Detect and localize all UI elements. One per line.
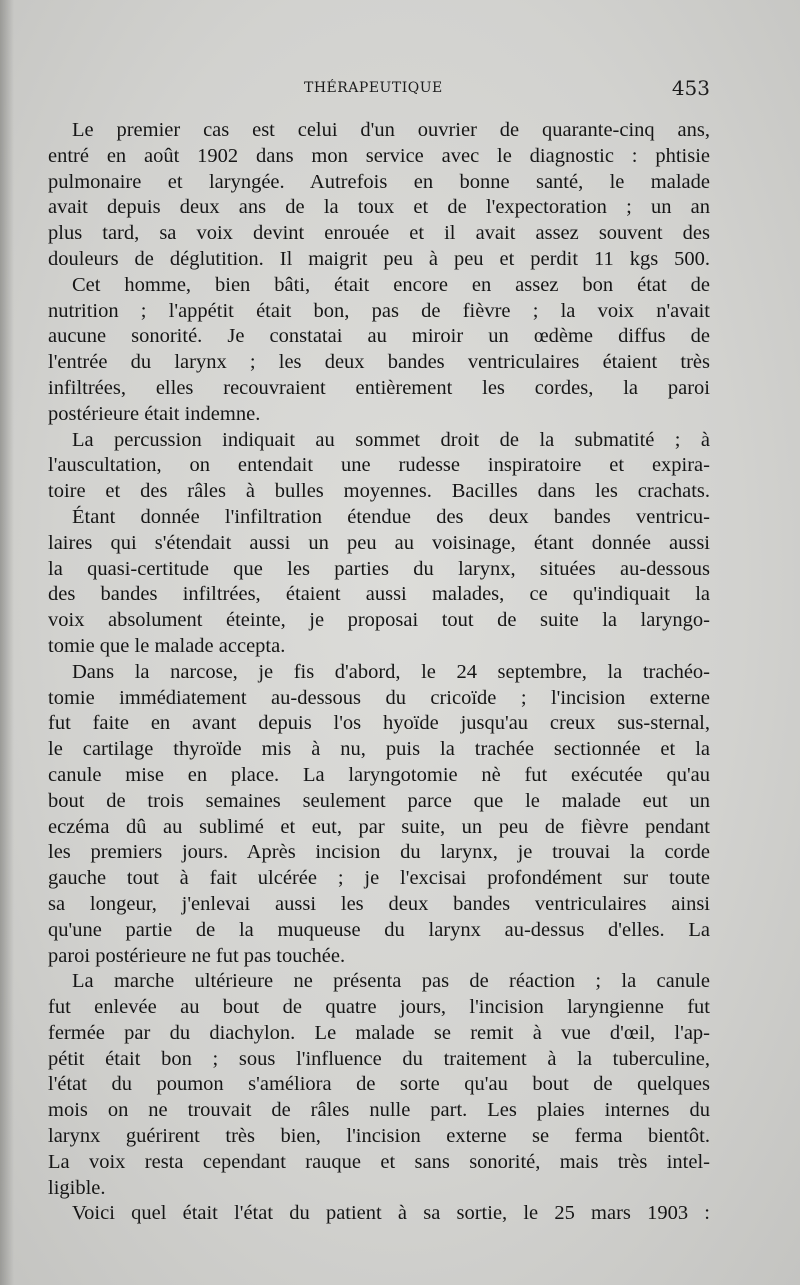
text-line: le cartilage thyroïde mis à nu, puis la trachée sectionnée et la <box>48 738 710 761</box>
text-line: voix absolument éteinte, je proposai tout de suite la laryngo- <box>48 609 710 632</box>
text-line: ligible. <box>48 1176 106 1199</box>
text-line: pétit était bon ; sous l'influence du traitement à la tuberculine, <box>48 1047 710 1070</box>
text-line: fut faite en avant depuis l'os hyoïde jusqu'au creux sus-sternal, <box>48 712 710 735</box>
text-line: douleurs de déglutition. Il maigrit peu à peu et perdit 11 kgs 500. <box>48 247 710 270</box>
text-line: l'état du poumon s'améliora de sorte qu'au bout de quelques <box>48 1073 710 1096</box>
text-line: tomie immédiatement au-dessous du cricoïde ; l'incision externe <box>48 686 710 709</box>
page-number: 453 <box>671 76 710 100</box>
text-line: plus tard, sa voix devint enrouée et il avait assez souvent des <box>48 222 710 245</box>
text-line: postérieure était indemne. <box>48 402 261 425</box>
running-head: THÉRAPEUTIQUE <box>304 80 443 96</box>
text-line: larynx guérirent très bien, l'incision externe se ferma bientôt. <box>48 1125 710 1148</box>
text-line: l'auscultation, on entendait une rudesse inspiratoire et expira- <box>48 454 710 477</box>
text-line: Le premier cas est celui d'un ouvrier de quarante-cinq ans, <box>72 119 710 141</box>
text-line: Cet homme, bien bâti, était encore en assez bon état de <box>72 273 710 296</box>
text-line: fut enlevée au bout de quatre jours, l'incision laryngienne fut <box>48 996 710 1019</box>
body-text <box>48 118 710 1227</box>
text-line: aucune sonorité. Je constatai au miroir un œdème diffus de <box>48 325 710 348</box>
text-line: tomie que le malade accepta. <box>48 634 286 657</box>
text-line: La percussion indiquait au sommet droit de la submatité ; à <box>72 428 710 451</box>
text-line: des bandes infiltrées, étaient aussi malades, ce qu'indiquait la <box>48 583 710 606</box>
text-line: qu'une partie de la muqueuse du larynx au-dessus d'elles. La <box>48 918 710 941</box>
text-line: gauche tout à fait ulcérée ; je l'excisai profondément sur toute <box>48 867 710 890</box>
text-line: sa longeur, j'enlevai aussi les deux bandes ventriculaires ainsi <box>48 892 710 915</box>
page-header <box>48 76 710 104</box>
text-line: La voix resta cependant rauque et sans sonorité, mais très intel- <box>48 1150 710 1173</box>
text-line: la quasi-certitude que les parties du larynx, situées au-dessous <box>48 557 710 580</box>
text-line: pulmonaire et laryngée. Autrefois en bonne santé, le malade <box>48 170 710 193</box>
text-line: paroi postérieure ne fut pas touchée. <box>48 944 346 967</box>
text-line: les premiers jours. Après incision du larynx, je trouvai la corde <box>48 841 710 864</box>
text-line: Voici quel était l'état du patient à sa sortie, le 25 mars 1903 : <box>72 1202 710 1225</box>
text-line: entré en août 1902 dans mon service avec le diagnostic : phtisie <box>48 144 710 167</box>
text-line: Étant donnée l'infiltration étendue des deux bandes ventricu- <box>72 505 710 528</box>
text-line: infiltrées, elles recouvraient entièrement les cordes, la paroi <box>48 376 710 399</box>
text-line: canule mise en place. La laryngotomie nè fut exécutée qu'au <box>48 763 710 786</box>
text-line: toire et des râles à bulles moyennes. Bacilles dans les crachats. <box>48 480 710 503</box>
text-line: bout de trois semaines seulement parce que le malade eut un <box>48 789 710 812</box>
text-line: eczéma dû au sublimé et eut, par suite, un peu de fièvre pendant <box>48 815 710 838</box>
text-line: fermée par du diachylon. Le malade se remit à vue d'œil, l'ap- <box>48 1021 710 1044</box>
text-line: Dans la narcose, je fis d'abord, le 24 septembre, la trachéo- <box>72 660 710 683</box>
text-line: La marche ultérieure ne présenta pas de réaction ; la canule <box>72 970 710 993</box>
text-line: laires qui s'étendait aussi un peu au voisinage, étant donnée aussi <box>48 531 710 554</box>
text-line: l'entrée du larynx ; les deux bandes ventriculaires étaient très <box>48 351 710 374</box>
text-line: nutrition ; l'appétit était bon, pas de fièvre ; la voix n'avait <box>48 299 710 322</box>
text-line: avait depuis deux ans de la toux et de l'expectoration ; un an <box>48 196 710 219</box>
text-line: mois on ne trouvait de râles nulle part. Les plaies internes du <box>48 1099 710 1122</box>
